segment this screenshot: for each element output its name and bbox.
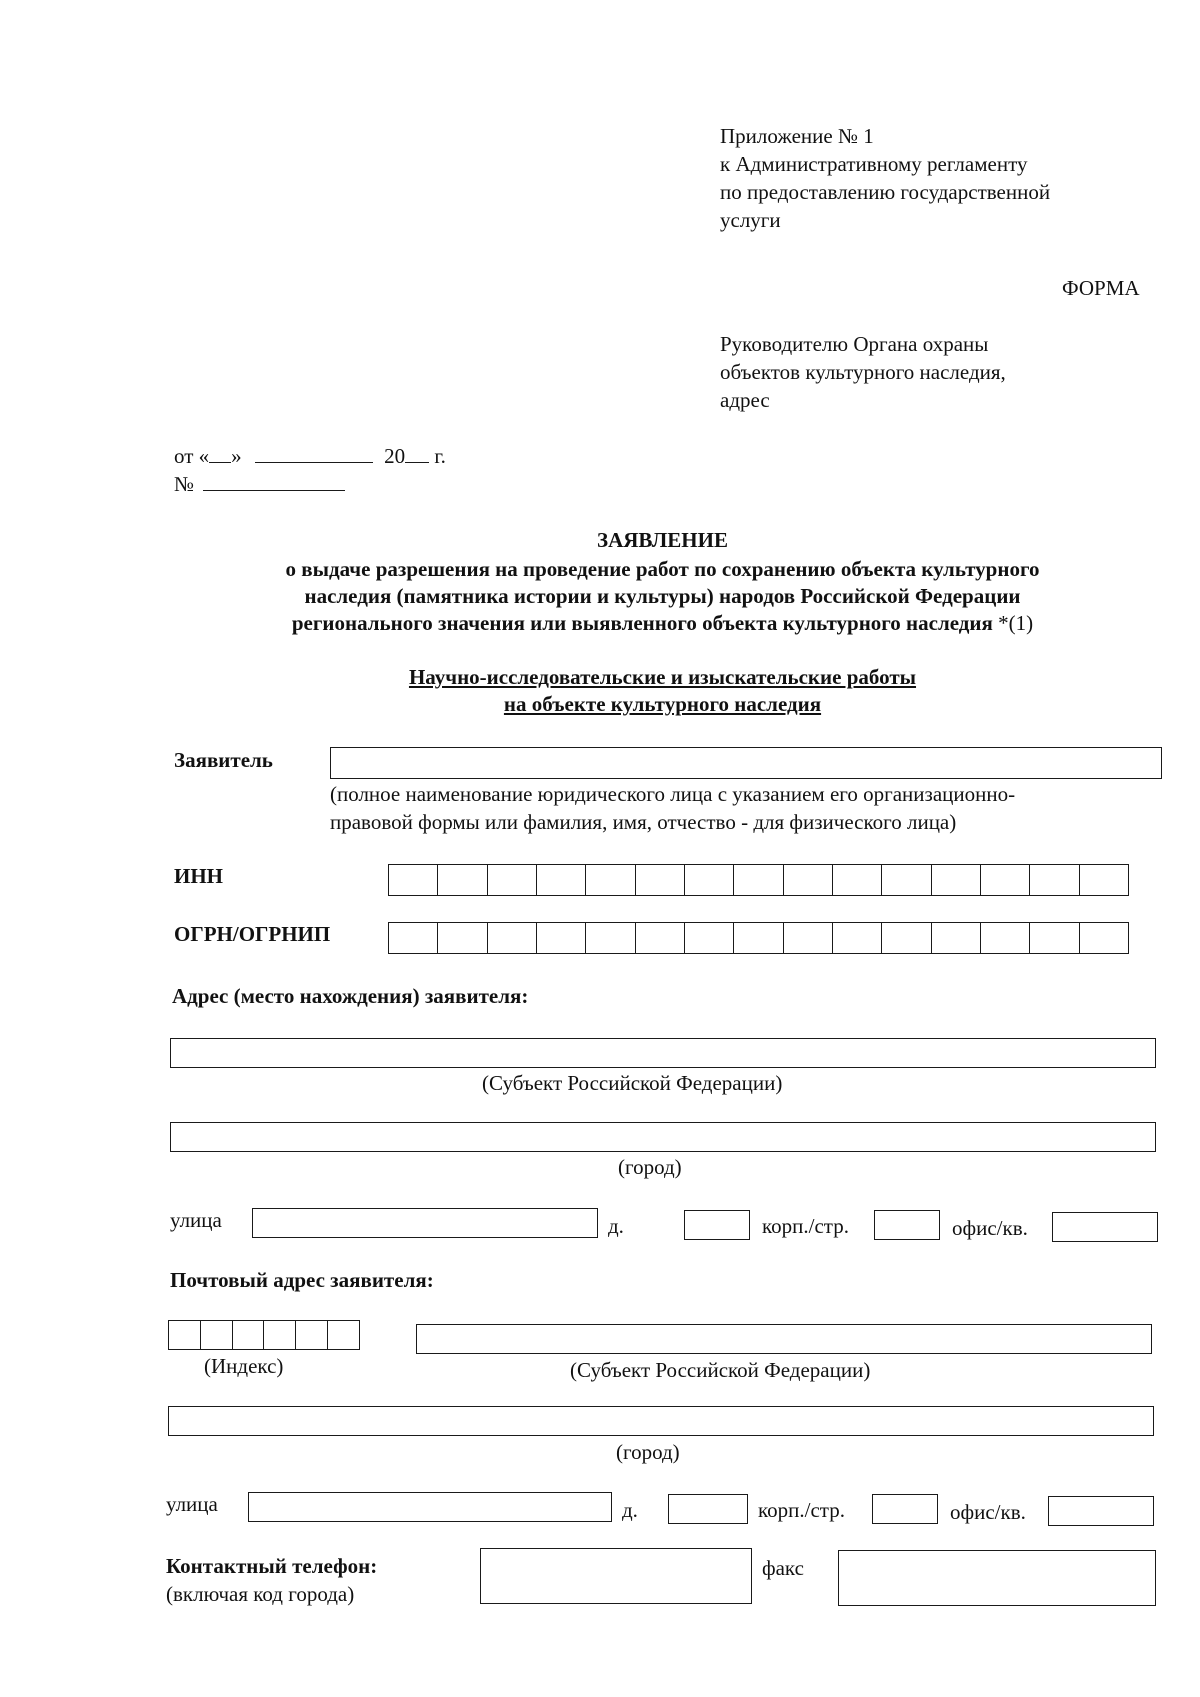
month-blank[interactable] xyxy=(255,442,373,463)
inn-cell[interactable] xyxy=(932,865,981,895)
address-building-input[interactable] xyxy=(874,1210,940,1240)
postal-building-input[interactable] xyxy=(872,1494,938,1524)
subtitle-line: на объекте культурного наследия xyxy=(503,692,822,716)
title-line: регионального значения или выявленного объекта культурного наследия *(1) xyxy=(291,611,1034,635)
applicant-label: Заявитель xyxy=(174,748,273,772)
postal-region-input[interactable] xyxy=(416,1324,1152,1354)
number-line xyxy=(174,470,345,498)
applicant-hint-line: правовой формы или фамилия, имя, отчество - для физического лица) xyxy=(330,810,957,834)
ogrn-cell[interactable] xyxy=(981,923,1030,953)
address-city-input[interactable] xyxy=(170,1122,1156,1152)
subtitle-line: Научно-исследовательские и изыскательские работы xyxy=(408,665,917,689)
postal-street-label: улица xyxy=(166,1492,218,1516)
phone-input[interactable] xyxy=(480,1548,752,1604)
address-city-hint: (город) xyxy=(618,1155,682,1179)
fax-label: факс xyxy=(762,1556,804,1580)
address-street-input[interactable] xyxy=(252,1208,598,1238)
inn-cell[interactable] xyxy=(488,865,537,895)
addressee-block xyxy=(720,330,1006,414)
postal-region-hint: (Субъект Российской Федерации) xyxy=(570,1358,871,1382)
inn-cell[interactable] xyxy=(438,865,487,895)
ogrn-cell[interactable] xyxy=(1080,923,1128,953)
applicant-hint-line: (полное наименование юридического лица с указанием его организационно- xyxy=(330,782,1016,806)
inn-cell[interactable] xyxy=(882,865,931,895)
appendix-line: услуги xyxy=(720,208,781,232)
number-label: № xyxy=(174,472,195,496)
address-heading: Адрес (место нахождения) заявителя: xyxy=(172,984,529,1008)
title-line: наследия (памятника истории и культуры) народов Российской Федерации xyxy=(304,584,1021,608)
form-label: ФОРМА xyxy=(1062,276,1140,300)
postal-office-input[interactable] xyxy=(1048,1496,1154,1526)
inn-cell[interactable] xyxy=(1080,865,1128,895)
inn-cell[interactable] xyxy=(833,865,882,895)
addressee-line: объектов культурного наследия, xyxy=(720,360,1006,384)
ogrn-cell[interactable] xyxy=(1030,923,1079,953)
phone-label: Контактный телефон: xyxy=(166,1554,378,1578)
footnote-mark: *(1) xyxy=(998,611,1034,635)
title-description xyxy=(150,556,1175,637)
year-blank[interactable] xyxy=(405,442,429,463)
postal-office-label: офис/кв. xyxy=(950,1500,1026,1524)
postal-heading: Почтовый адрес заявителя: xyxy=(170,1268,434,1292)
postal-index-cell[interactable] xyxy=(264,1321,296,1349)
postal-street-input[interactable] xyxy=(248,1492,612,1522)
address-house-input[interactable] xyxy=(684,1210,750,1240)
appendix-block xyxy=(720,122,1050,234)
inn-cell[interactable] xyxy=(586,865,635,895)
address-street-label: улица xyxy=(170,1208,222,1232)
appendix-line: по предоставлению государственной xyxy=(720,180,1051,204)
ogrn-label: ОГРН/ОГРНИП xyxy=(174,922,331,946)
inn-cell[interactable] xyxy=(685,865,734,895)
phone-hint: (включая код города) xyxy=(166,1582,355,1606)
document-title: ЗАЯВЛЕНИЕ xyxy=(597,528,728,552)
address-building-label: корп./стр. xyxy=(762,1214,849,1238)
ogrn-cell[interactable] xyxy=(488,923,537,953)
inn-cell[interactable] xyxy=(784,865,833,895)
inn-cell[interactable] xyxy=(636,865,685,895)
inn-label: ИНН xyxy=(174,864,224,888)
ogrn-cell[interactable] xyxy=(586,923,635,953)
postal-city-hint: (город) xyxy=(616,1440,680,1464)
postal-index-cell[interactable] xyxy=(328,1321,359,1349)
inn-cell[interactable] xyxy=(537,865,586,895)
title-line: о выдаче разрешения на проведение работ по сохранению объекта культурного xyxy=(285,557,1040,581)
ogrn-cell[interactable] xyxy=(784,923,833,953)
applicant-hint xyxy=(330,780,1015,836)
postal-index-cells[interactable] xyxy=(168,1320,360,1350)
addressee-line: адрес xyxy=(720,388,770,412)
ogrn-cells[interactable] xyxy=(388,922,1129,954)
postal-index-cell[interactable] xyxy=(296,1321,328,1349)
address-house-label: д. xyxy=(608,1214,624,1238)
ogrn-cell[interactable] xyxy=(734,923,783,953)
inn-cell[interactable] xyxy=(1030,865,1079,895)
date-line xyxy=(174,442,446,470)
work-type-subtitle xyxy=(150,664,1175,718)
postal-index-cell[interactable] xyxy=(233,1321,265,1349)
address-office-label: офис/кв. xyxy=(952,1216,1028,1240)
year-suffix: г. xyxy=(434,444,446,468)
postal-house-label: д. xyxy=(622,1498,638,1522)
inn-cells[interactable] xyxy=(388,864,1129,896)
date-from-prefix: от « xyxy=(174,444,210,468)
inn-cell[interactable] xyxy=(981,865,1030,895)
addressee-line: Руководителю Органа охраны xyxy=(720,332,989,356)
inn-cell[interactable] xyxy=(734,865,783,895)
ogrn-cell[interactable] xyxy=(833,923,882,953)
ogrn-cell[interactable] xyxy=(389,923,438,953)
ogrn-cell[interactable] xyxy=(636,923,685,953)
inn-cell[interactable] xyxy=(389,865,438,895)
ogrn-cell[interactable] xyxy=(438,923,487,953)
postal-index-hint: (Индекс) xyxy=(204,1354,284,1378)
appendix-line: к Административному регламенту xyxy=(720,152,1028,176)
address-region-hint: (Субъект Российской Федерации) xyxy=(482,1071,783,1095)
fax-input[interactable] xyxy=(838,1550,1156,1606)
applicant-input[interactable] xyxy=(330,747,1162,779)
postal-building-label: корп./стр. xyxy=(758,1498,845,1522)
year-prefix: 20 xyxy=(384,444,406,468)
address-office-input[interactable] xyxy=(1052,1212,1158,1242)
postal-index-cell[interactable] xyxy=(169,1321,201,1349)
postal-house-input[interactable] xyxy=(668,1494,748,1524)
day-blank[interactable] xyxy=(209,442,231,463)
address-region-input[interactable] xyxy=(170,1038,1156,1068)
appendix-line: Приложение № 1 xyxy=(720,124,874,148)
postal-city-input[interactable] xyxy=(168,1406,1154,1436)
ogrn-cell[interactable] xyxy=(882,923,931,953)
ogrn-cell[interactable] xyxy=(932,923,981,953)
postal-index-cell[interactable] xyxy=(201,1321,233,1349)
ogrn-cell[interactable] xyxy=(685,923,734,953)
number-blank[interactable] xyxy=(203,470,345,491)
ogrn-cell[interactable] xyxy=(537,923,586,953)
date-from-mid: » xyxy=(231,444,242,468)
